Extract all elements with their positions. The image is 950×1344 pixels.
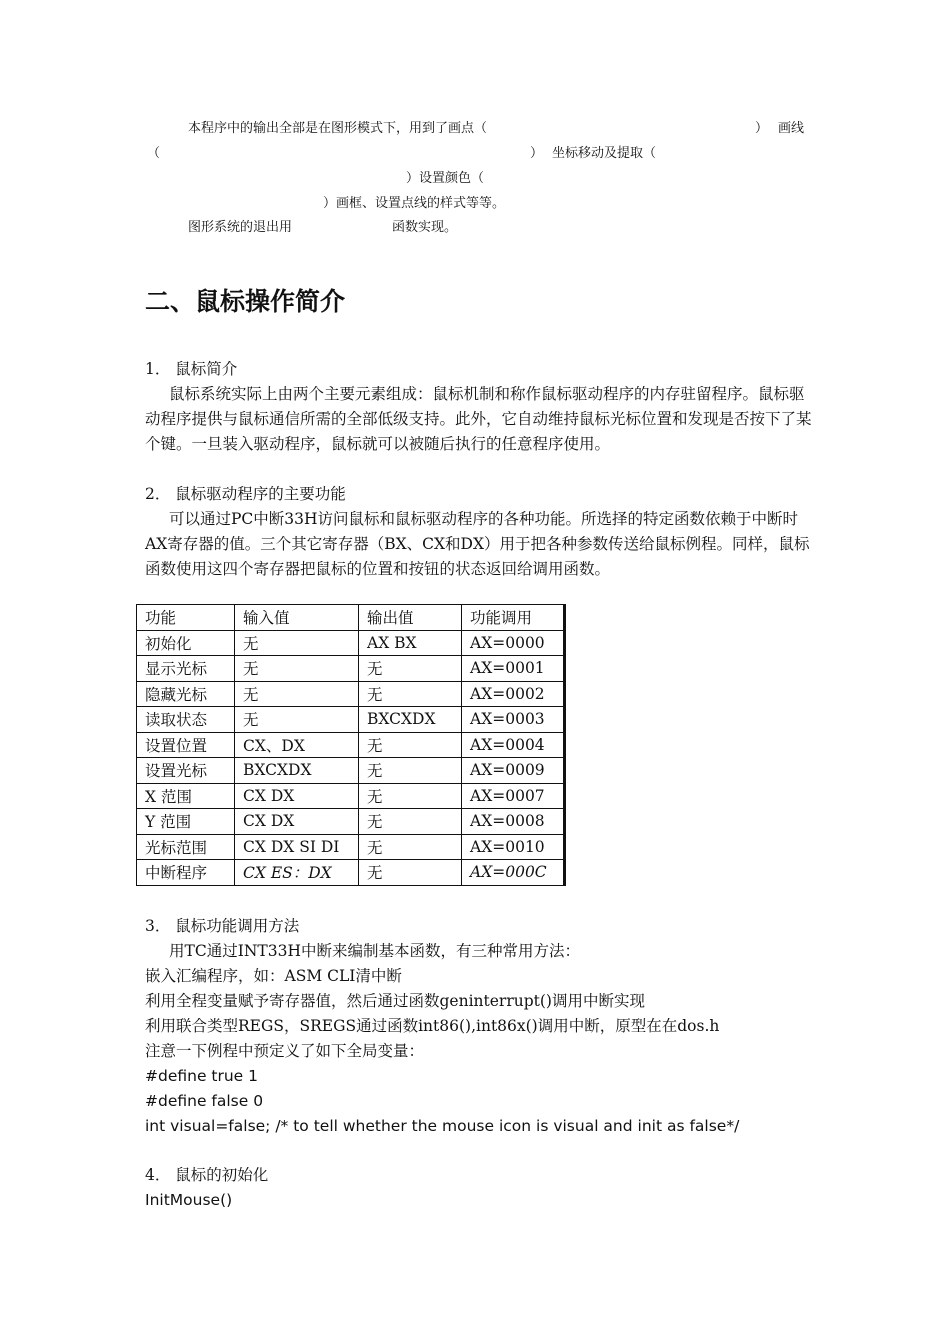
table-cell: 无: [359, 656, 462, 682]
table-row: [137, 809, 565, 835]
table-cell: AX=0002: [462, 681, 565, 707]
intro-line3: ）设置颜色（: [406, 171, 485, 186]
table-row: [137, 860, 565, 886]
table-cell: 光标范围: [137, 834, 235, 860]
table-cell: AX=0010: [462, 834, 565, 860]
table-cell: 读取状态: [137, 707, 235, 733]
table-cell: AX BX: [359, 630, 462, 656]
table-row: [137, 783, 565, 809]
table-cell: CX、DX: [235, 732, 359, 758]
section-title: 二、鼠标操作简介: [145, 287, 346, 316]
section-2-heading: 2． 鼠标驱动程序的主要功能: [145, 485, 346, 503]
intro-line1-b: ）: [755, 121, 769, 136]
table-header-row: [137, 605, 565, 631]
table-cell: BXCXDX: [235, 758, 359, 784]
code-line: InitMouse(): [145, 1191, 233, 1209]
table-cell: X 范围: [137, 783, 235, 809]
section-3-heading: 3． 鼠标功能调用方法: [145, 917, 300, 935]
table-cell: 设置位置: [137, 732, 235, 758]
mouse-function-table: [136, 604, 566, 886]
table-cell: 无: [235, 656, 359, 682]
table-row: [137, 732, 565, 758]
section-2-text: 可以通过PC中断33H访问鼠标和鼠标驱动程序的各种功能。所选择的特定函数依赖于中断时AX寄存器的值。三个其它寄存器（BX、CX和DX）用于把各种参数传送给鼠标例程。同样，鼠标函数使用这四个寄存器把鼠标的位置和按钮的状态返回给调用函数。: [145, 510, 810, 578]
table-cell: AX=0004: [462, 732, 565, 758]
table-cell: CX ES：DX: [235, 860, 359, 886]
intro-line1-c: 画线: [778, 121, 805, 136]
table-cell: 中断程序: [137, 860, 235, 886]
table-header-cell: 输出值: [359, 605, 462, 631]
table-header-cell: 功能: [137, 605, 235, 631]
table-row: [137, 630, 565, 656]
table-row: [137, 707, 565, 733]
table-cell: AX=000C: [462, 860, 565, 886]
section-4-heading: 4． 鼠标的初始化: [145, 1166, 269, 1184]
intro-line5-a: 图形系统的退出用: [188, 220, 293, 235]
table-cell: AX=0008: [462, 809, 565, 835]
table-cell: CX DX SI DI: [235, 834, 359, 860]
section-3-line: 嵌入汇编程序，如：ASM CLI清中断: [145, 967, 402, 985]
table-cell: 无: [359, 783, 462, 809]
table-cell: 隐藏光标: [137, 681, 235, 707]
code-line: int visual=false; /* to tell whether the mouse icon is visual and init as false*/: [145, 1117, 740, 1135]
table-header-cell: 功能调用: [462, 605, 565, 631]
table-row: [137, 758, 565, 784]
table-cell: 无: [359, 834, 462, 860]
section-3-line: 利用全程变量赋予寄存器值，然后通过函数geninterrupt()调用中断实现: [145, 992, 645, 1010]
table-cell: 初始化: [137, 630, 235, 656]
intro-line4: ）画框、设置点线的样式等等。: [323, 196, 506, 211]
code-line: #define true 1: [145, 1067, 259, 1085]
table-cell: AX=0007: [462, 783, 565, 809]
code-line: #define false 0: [145, 1092, 264, 1110]
section-3-line: 注意一下例程中预定义了如下全局变量：: [145, 1042, 425, 1060]
intro-line1-a: 本程序中的输出全部是在图形模式下，用到了画点（: [188, 121, 488, 136]
section-3-line: 利用联合类型REGS，SREGS通过函数int86(),int86x()调用中断，原型在在dos.h: [145, 1017, 720, 1035]
table-cell: CX DX: [235, 809, 359, 835]
table-cell: CX DX: [235, 783, 359, 809]
table-cell: AX=0003: [462, 707, 565, 733]
table-cell: 设置光标: [137, 758, 235, 784]
section-1-text: 鼠标系统实际上由两个主要元素组成：鼠标机制和称作鼠标驱动程序的内存驻留程序。鼠标驱动程序提供与鼠标通信所需的全部低级支持。此外，它自动维持鼠标光标位置和发现是否按下了某个键。一旦装入驱动程序，鼠标就可以被随后执行的任意程序使用。: [145, 385, 812, 453]
table-cell: 无: [235, 681, 359, 707]
table-cell: 无: [359, 681, 462, 707]
intro-line2-a: （: [147, 146, 161, 161]
section-3: [145, 914, 739, 1139]
table-cell: Y 范围: [137, 809, 235, 835]
table-row: [137, 681, 565, 707]
table-cell: AX=0000: [462, 630, 565, 656]
table-row: [137, 656, 565, 682]
section-1-heading: 1． 鼠标简介: [145, 360, 238, 378]
table-row: [137, 834, 565, 860]
section-2: [145, 482, 815, 582]
intro-line5-b: 函数实现。: [392, 220, 458, 235]
table-cell: 显示光标: [137, 656, 235, 682]
table-cell: 无: [359, 732, 462, 758]
table-cell: 无: [235, 707, 359, 733]
table-header-cell: 输入值: [235, 605, 359, 631]
table-cell: BXCXDX: [359, 707, 462, 733]
table-cell: 无: [235, 630, 359, 656]
section-4: [145, 1163, 268, 1213]
table-cell: AX=0001: [462, 656, 565, 682]
section-1: [145, 357, 815, 457]
table-cell: AX=0009: [462, 758, 565, 784]
table-cell: 无: [359, 860, 462, 886]
intro-line2-c: 坐标移动及提取（: [552, 146, 657, 161]
table-cell: 无: [359, 809, 462, 835]
intro-line2-b: ）: [530, 146, 544, 161]
table-cell: 无: [359, 758, 462, 784]
section-3-line: 用TC通过INT33H中断来编制基本函数，有三种常用方法：: [169, 942, 580, 960]
